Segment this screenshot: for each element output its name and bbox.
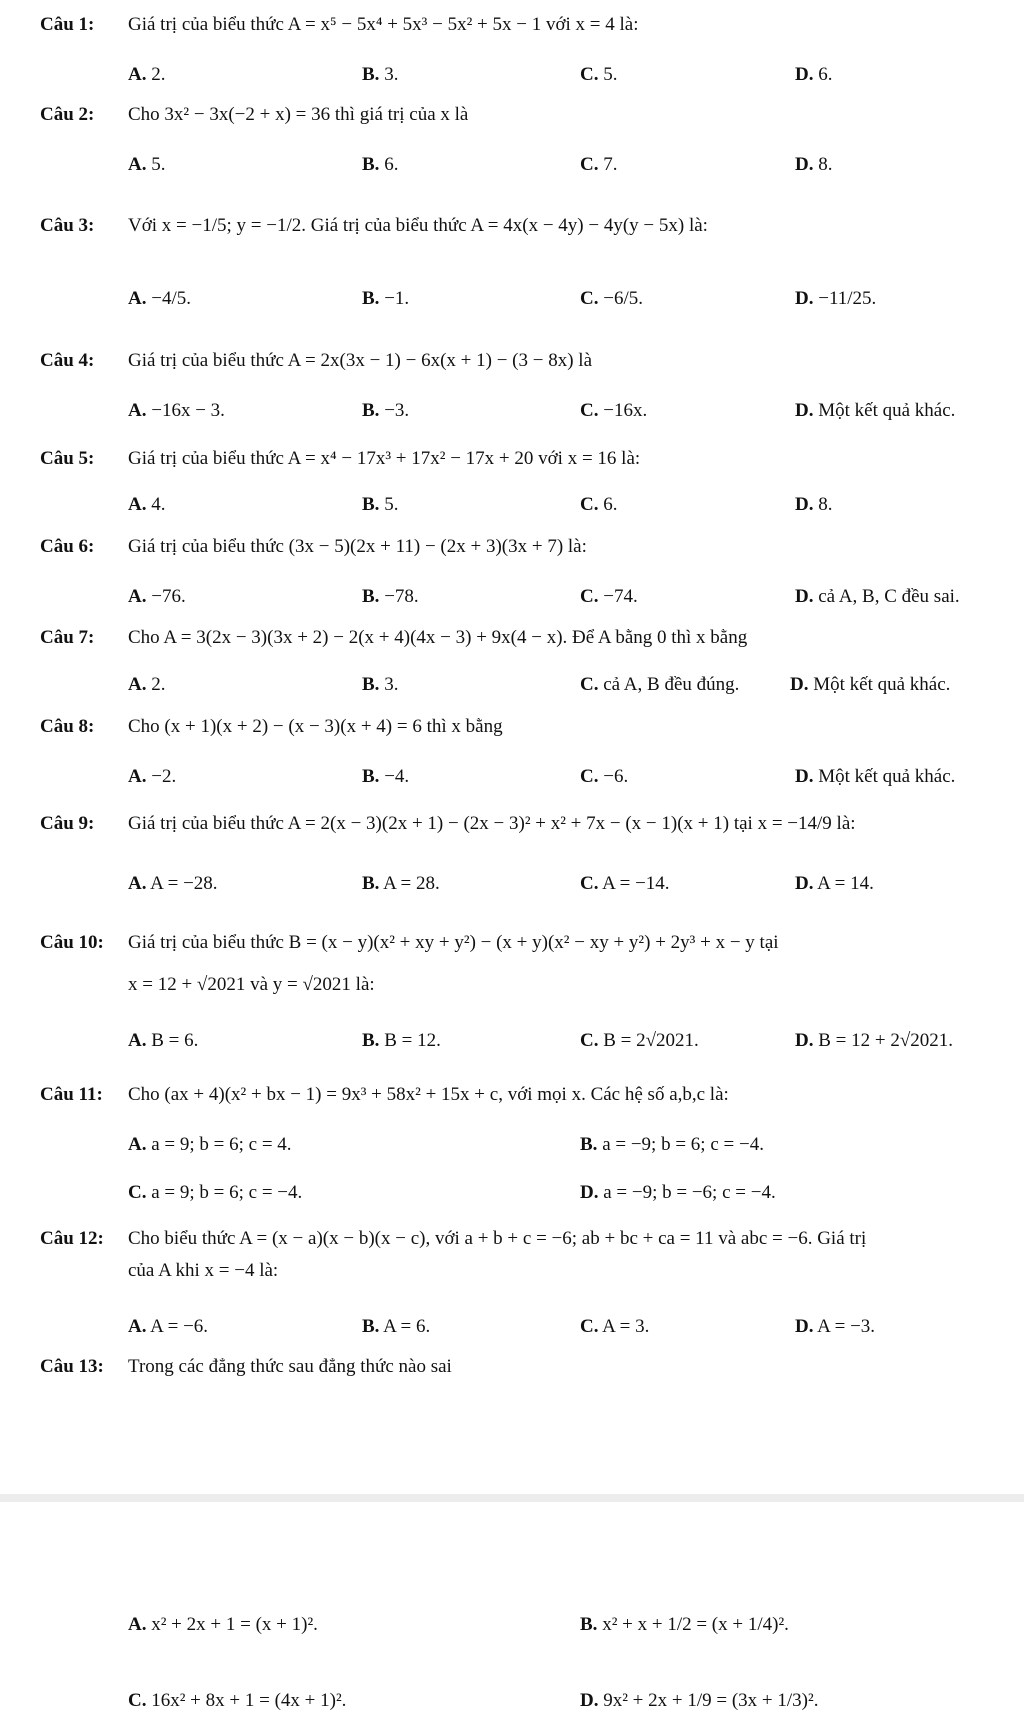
option-a: A. x² + 2x + 1 = (x + 1)². bbox=[128, 1614, 318, 1635]
option-c: C. a = 9; b = 6; c = −4. bbox=[128, 1182, 303, 1203]
question-text: Giá trị của biểu thức (3x − 5)(2x + 11) − (2x + 3)(3x + 7) là: bbox=[128, 536, 587, 557]
question-number: Câu 12: bbox=[40, 1228, 104, 1249]
option-c: C. A = 3. bbox=[580, 1316, 650, 1337]
question-number: Câu 8: bbox=[40, 716, 95, 737]
question-number: Câu 1: bbox=[40, 14, 95, 35]
question-number: Câu 9: bbox=[40, 813, 95, 834]
question-10 bbox=[40, 932, 1004, 1051]
option-d: D. a = −9; b = −6; c = −4. bbox=[580, 1182, 776, 1203]
question-text: Cho (x + 1)(x + 2) − (x − 3)(x + 4) = 6 thì x bằng bbox=[128, 716, 503, 737]
option-a: A. a = 9; b = 6; c = 4. bbox=[128, 1134, 292, 1155]
option-d: D. Một kết quả khác. bbox=[790, 674, 951, 695]
option-c: C. 16x² + 8x + 1 = (4x + 1)². bbox=[128, 1690, 347, 1711]
question-text: Cho A = 3(2x − 3)(3x + 2) − 2(x + 4)(4x − 3) + 9x(4 − x). Để A bằng 0 thì x bằng bbox=[128, 627, 748, 648]
option-b: B. x² + x + 1/2 = (x + 1/4)². bbox=[580, 1614, 789, 1635]
question-text: Giá trị của biểu thức A = x⁴ − 17x³ + 17x² − 17x + 20 với x = 16 là: bbox=[128, 448, 641, 469]
question-number: Câu 2: bbox=[40, 104, 95, 125]
option-d: D. Một kết quả khác. bbox=[795, 400, 956, 421]
option-c: C. 5. bbox=[580, 64, 618, 85]
option-b: B. A = 6. bbox=[362, 1316, 431, 1337]
question-number: Câu 6: bbox=[40, 536, 95, 557]
question-13 bbox=[40, 1356, 1004, 1378]
question-number: Câu 3: bbox=[40, 215, 95, 236]
option-a: A. 4. bbox=[128, 494, 166, 515]
question-number: Câu 7: bbox=[40, 627, 95, 648]
option-d: D. Một kết quả khác. bbox=[795, 766, 956, 787]
option-b: B. a = −9; b = 6; c = −4. bbox=[580, 1134, 764, 1155]
option-c: C. −16x. bbox=[580, 400, 648, 421]
option-b: B. −4. bbox=[362, 766, 410, 787]
option-a: A. 2. bbox=[128, 64, 166, 85]
option-a: A. 5. bbox=[128, 154, 166, 175]
option-a: A. −76. bbox=[128, 586, 186, 607]
option-b: B. A = 28. bbox=[362, 873, 440, 894]
question-text-continued: của A khi x = −4 là: bbox=[128, 1260, 279, 1281]
option-a: A. A = −6. bbox=[128, 1316, 209, 1337]
option-b: B. 3. bbox=[362, 674, 399, 695]
question-text: Giá trị của biểu thức A = x⁵ − 5x⁴ + 5x³ − 5x² + 5x − 1 với x = 4 là: bbox=[128, 14, 639, 35]
question-text-continued: x = 12 + √2021 và y = √2021 là: bbox=[128, 974, 375, 995]
option-d: D. 9x² + 2x + 1/9 = (3x + 1/3)². bbox=[580, 1690, 819, 1711]
option-a: A. −4/5. bbox=[128, 288, 191, 309]
option-d: D. 8. bbox=[795, 494, 833, 515]
question-number: Câu 13: bbox=[40, 1356, 104, 1377]
question-9 bbox=[40, 813, 1004, 894]
question-2 bbox=[40, 104, 1004, 175]
question-text: Cho 3x² − 3x(−2 + x) = 36 thì giá trị của x là bbox=[128, 104, 469, 125]
question-11 bbox=[40, 1084, 1004, 1203]
question-text: Cho biểu thức A = (x − a)(x − b)(x − c), với a + b + c = −6; ab + bc + ca = 11 và abc = −6. Giá trị bbox=[128, 1228, 867, 1249]
page-separator bbox=[0, 1494, 1024, 1502]
question-6 bbox=[40, 536, 1004, 607]
option-d: D. B = 12 + 2√2021. bbox=[795, 1030, 954, 1051]
question-text: Với x = −1/5; y = −1/2. Giá trị của biểu thức A = 4x(x − 4y) − 4y(y − 5x) là: bbox=[128, 215, 708, 236]
question-text: Cho (ax + 4)(x² + bx − 1) = 9x³ + 58x² + 15x + c, với mọi x. Các hệ số a,b,c là: bbox=[128, 1084, 729, 1105]
question-text: Giá trị của biểu thức A = 2x(3x − 1) − 6x(x + 1) − (3 − 8x) là bbox=[128, 350, 592, 371]
question-7 bbox=[40, 627, 1004, 695]
option-d: D. 8. bbox=[795, 154, 833, 175]
option-b: B. −78. bbox=[362, 586, 419, 607]
option-a: A. −16x − 3. bbox=[128, 400, 225, 421]
option-b: B. 6. bbox=[362, 154, 399, 175]
option-c: C. −6. bbox=[580, 766, 629, 787]
option-b: B. −3. bbox=[362, 400, 410, 421]
option-d: D. 6. bbox=[795, 64, 833, 85]
question-text: Giá trị của biểu thức A = 2(x − 3)(2x + 1) − (2x − 3)² + x² + 7x − (x − 1)(x + 1) tại x = −14/9 là: bbox=[128, 813, 856, 834]
question-4 bbox=[40, 350, 1004, 421]
option-d: D. cả A, B, C đều sai. bbox=[795, 586, 960, 607]
question-number: Câu 10: bbox=[40, 932, 104, 953]
question-1 bbox=[40, 14, 1004, 85]
option-d: D. −11/25. bbox=[795, 288, 877, 309]
option-c: C. −6/5. bbox=[580, 288, 643, 309]
option-d: D. A = −3. bbox=[795, 1316, 876, 1337]
question-number: Câu 11: bbox=[40, 1084, 103, 1105]
option-b: B. 3. bbox=[362, 64, 399, 85]
question-number: Câu 4: bbox=[40, 350, 95, 371]
option-d: D. A = 14. bbox=[795, 873, 874, 894]
option-b: B. −1. bbox=[362, 288, 410, 309]
option-a: A. 2. bbox=[128, 674, 166, 695]
question-3 bbox=[40, 215, 1004, 309]
question-text: Giá trị của biểu thức B = (x − y)(x² + xy + y²) − (x + y)(x² − xy + y²) + 2y³ + x − y tại bbox=[128, 932, 779, 953]
option-b: B. 5. bbox=[362, 494, 399, 515]
question-text: Trong các đẳng thức sau đẳng thức nào sai bbox=[128, 1356, 452, 1377]
option-c: C. 7. bbox=[580, 154, 618, 175]
option-b: B. B = 12. bbox=[362, 1030, 441, 1051]
option-c: C. B = 2√2021. bbox=[580, 1030, 699, 1051]
question-13-options bbox=[0, 1502, 1024, 1735]
option-c: C. cả A, B đều đúng. bbox=[580, 674, 740, 695]
option-a: A. −2. bbox=[128, 766, 177, 787]
question-12 bbox=[40, 1228, 1004, 1337]
question-number: Câu 5: bbox=[40, 448, 95, 469]
option-c: C. −74. bbox=[580, 586, 638, 607]
option-c: C. A = −14. bbox=[580, 873, 670, 894]
question-8 bbox=[40, 716, 1004, 787]
option-c: C. 6. bbox=[580, 494, 618, 515]
option-a: A. A = −28. bbox=[128, 873, 218, 894]
option-a: A. B = 6. bbox=[128, 1030, 199, 1051]
question-5 bbox=[40, 448, 1004, 515]
